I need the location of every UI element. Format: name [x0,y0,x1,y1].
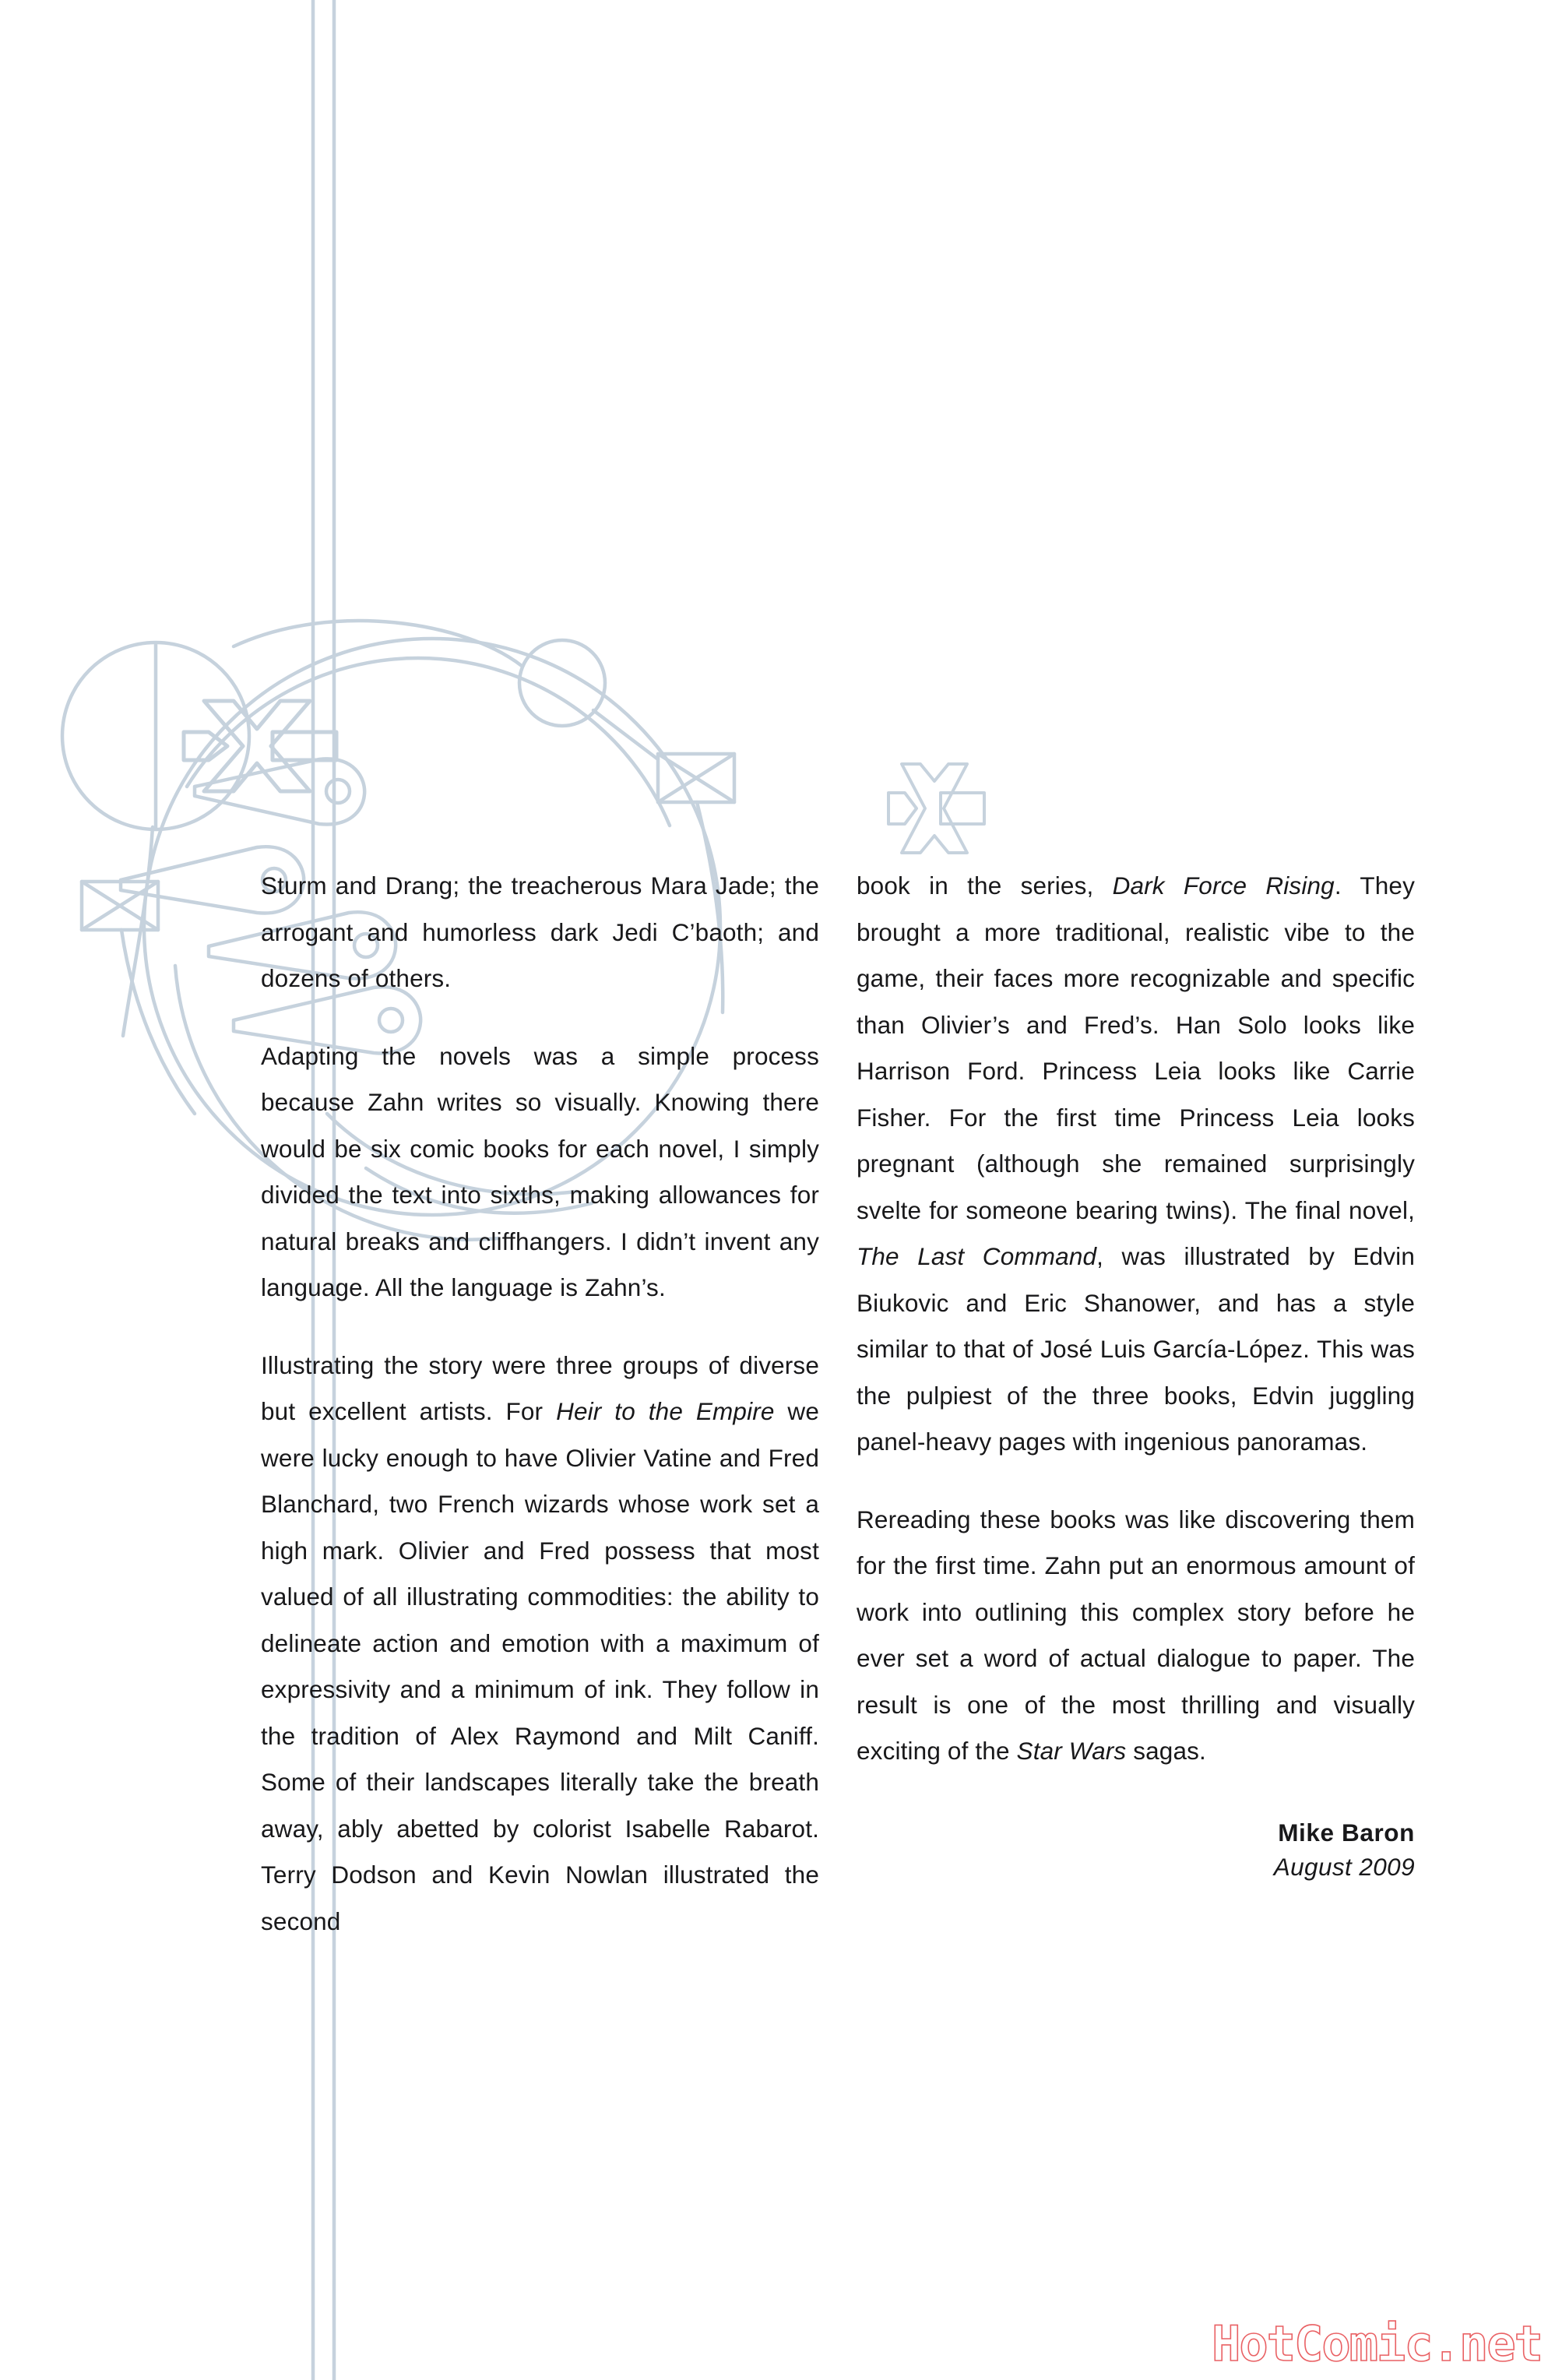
paragraph: Rereading these books was like discovering them for the first time. Zahn put an enormous amount of work into outlining this complex story before he ever set a word of actual dialogue to paper. The result is one of the most thrilling and visually exciting of the Star Wars sagas. [857,1505,1415,1765]
signature-block [857,1815,1415,1884]
hotcomic-watermark: HotComic.net [1212,2315,1542,2372]
paragraph: Sturm and Drang; the treacherous Mara Jade; the arrogant and humorless dark Jedi C’baoth; and dozens of others. [261,871,819,992]
paragraph: book in the series, Dark Force Rising. They brought a more traditional, realistic vibe to the game, their faces more recognizable and specific than Olivier’s and Fred’s. Han Solo looks like Harrison Ford. Princess Leia looks like Carrie Fisher. For the first time Princess Leia looks pregnant (although she remained surprisingly svelte for someone bearing twins). The final novel, The Last Command, was illustrated by Edvin Biukovic and Eric Shanower, and has a style similar to that of José Luis García-López. This was the pulpiest of the three books, Edvin juggling panel-heavy pages with ingenious panoramas. [857,871,1415,1456]
paragraph: Adapting the novels was a simple process because Zahn writes so visually. Knowing there would be six comic books for each novel, I simply divided the text into sixths, making allowances for natural breaks and cliffhangers. I didn’t invent any language. All the language is Zahn’s. [261,1041,819,1301]
column-right [857,863,1415,1884]
column-left [261,863,819,1945]
signature-date: August 2009 [1273,1852,1415,1881]
signature-author: Mike Baron [1278,1818,1415,1847]
paragraph: Illustrating the story were three groups of diverse but excellent artists. For Heir to the Empire we were lucky enough to have Olivier Vatine and Fred Blanchard, two French wizards whose work set a high mark. Olivier and Fred possess that most valued of all illustrating commodities: the ability to delineate action and emotion with a maximum of expressivity and a minimum of ink. They follow in the tradition of Alex Raymond and Milt Caniff. Some of their landscapes literally take the breath away, ably abetted by colorist Isabelle Rabarot. Terry Dodson and Kevin Nowlan illustrated the second [261,1350,819,1935]
